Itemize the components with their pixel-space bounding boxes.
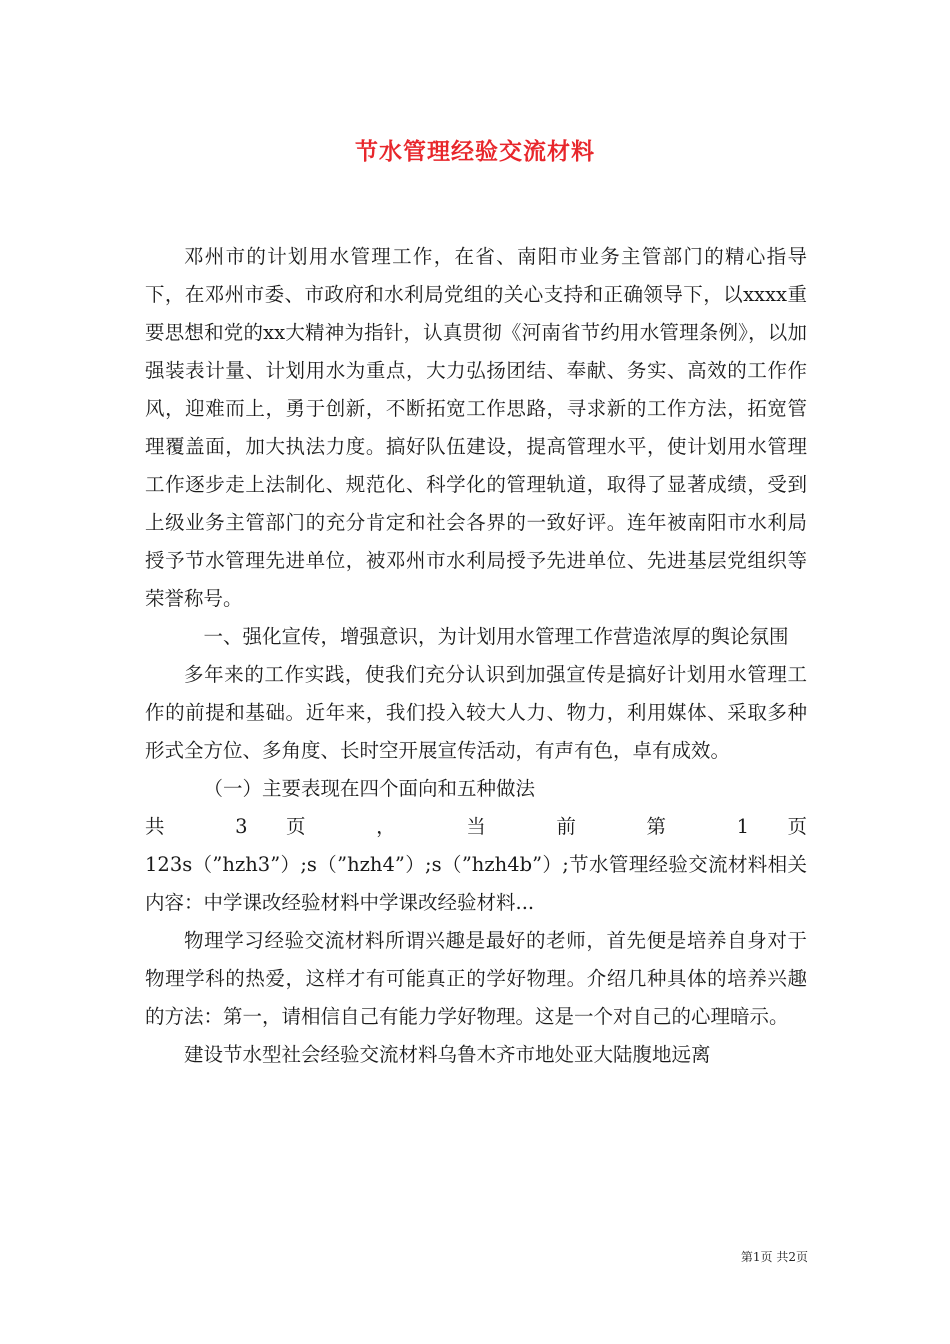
document-title: 节水管理经验交流材料 — [355, 138, 595, 165]
page-footer: 第1页 共2页 — [740, 1250, 808, 1264]
subsection-heading-1: （一）主要表现在四个面向和五种做法 — [203, 777, 536, 800]
document-body — [145, 238, 807, 1074]
page-counter-text: 共 3 页 ， 当 前 第 1 页 — [145, 815, 807, 838]
related-article-2: 建设节水型社会经验交流材料乌鲁木齐市地处亚大陆腹地远离 — [184, 1043, 711, 1066]
section-paragraph-1: 多年来的工作实践，使我们充分认识到加强宣传是搞好计划用水管理工作的前提和基础。近年来，我们投入较大人力、物力，利用媒体、采取多种形式全方位、多角度、长时空开展宣传活动，有声有色，卓有成效。 — [145, 663, 807, 762]
section-heading-1: 一、强化宣传，增强意识，为计划用水管理工作营造浓厚的舆论氛围 — [203, 625, 789, 648]
related-content-line: 123s（”hzh3”）;s（”hzh4”）;s（”hzh4b”）;节水管理经验交流材料相关内容：中学课改经验材料中学课改经验材料... — [145, 853, 807, 914]
related-article-1: 物理学习经验交流材料所谓兴趣是最好的老师，首先便是培养自身对于物理学科的热爱，这样才有可能真正的学好物理。介绍几种具体的培养兴趣的方法：第一，请相信自己有能力学好物理。这是一个对自己的心理暗示。 — [145, 929, 807, 1028]
intro-paragraph: 邓州市的计划用水管理工作，在省、南阳市业务主管部门的精心指导下，在邓州市委、市政府和水利局党组的关心支持和正确领导下，以xxxx重要思想和党的xx大精神为指针，认真贯彻《河南省节约用水管理条例》，以加强装表计量、计划用水为重点，大力弘扬团结、奉献、务实、高效的工作作风，迎难而上，勇于创新，不断拓宽工作思路，寻求新的工作方法，拓宽管理覆盖面，加大执法力度。搞好队伍建设，提高管理水平，使计划用水管理工作逐步走上法制化、规范化、科学化的管理轨道，取得了显著成绩，受到上级业务主管部门的充分肯定和社会各界的一致好评。连年被南阳市水利局授予节水管理先进单位，被邓州市水利局授予先进单位、先进基层党组织等荣誉称号。 — [145, 245, 807, 610]
